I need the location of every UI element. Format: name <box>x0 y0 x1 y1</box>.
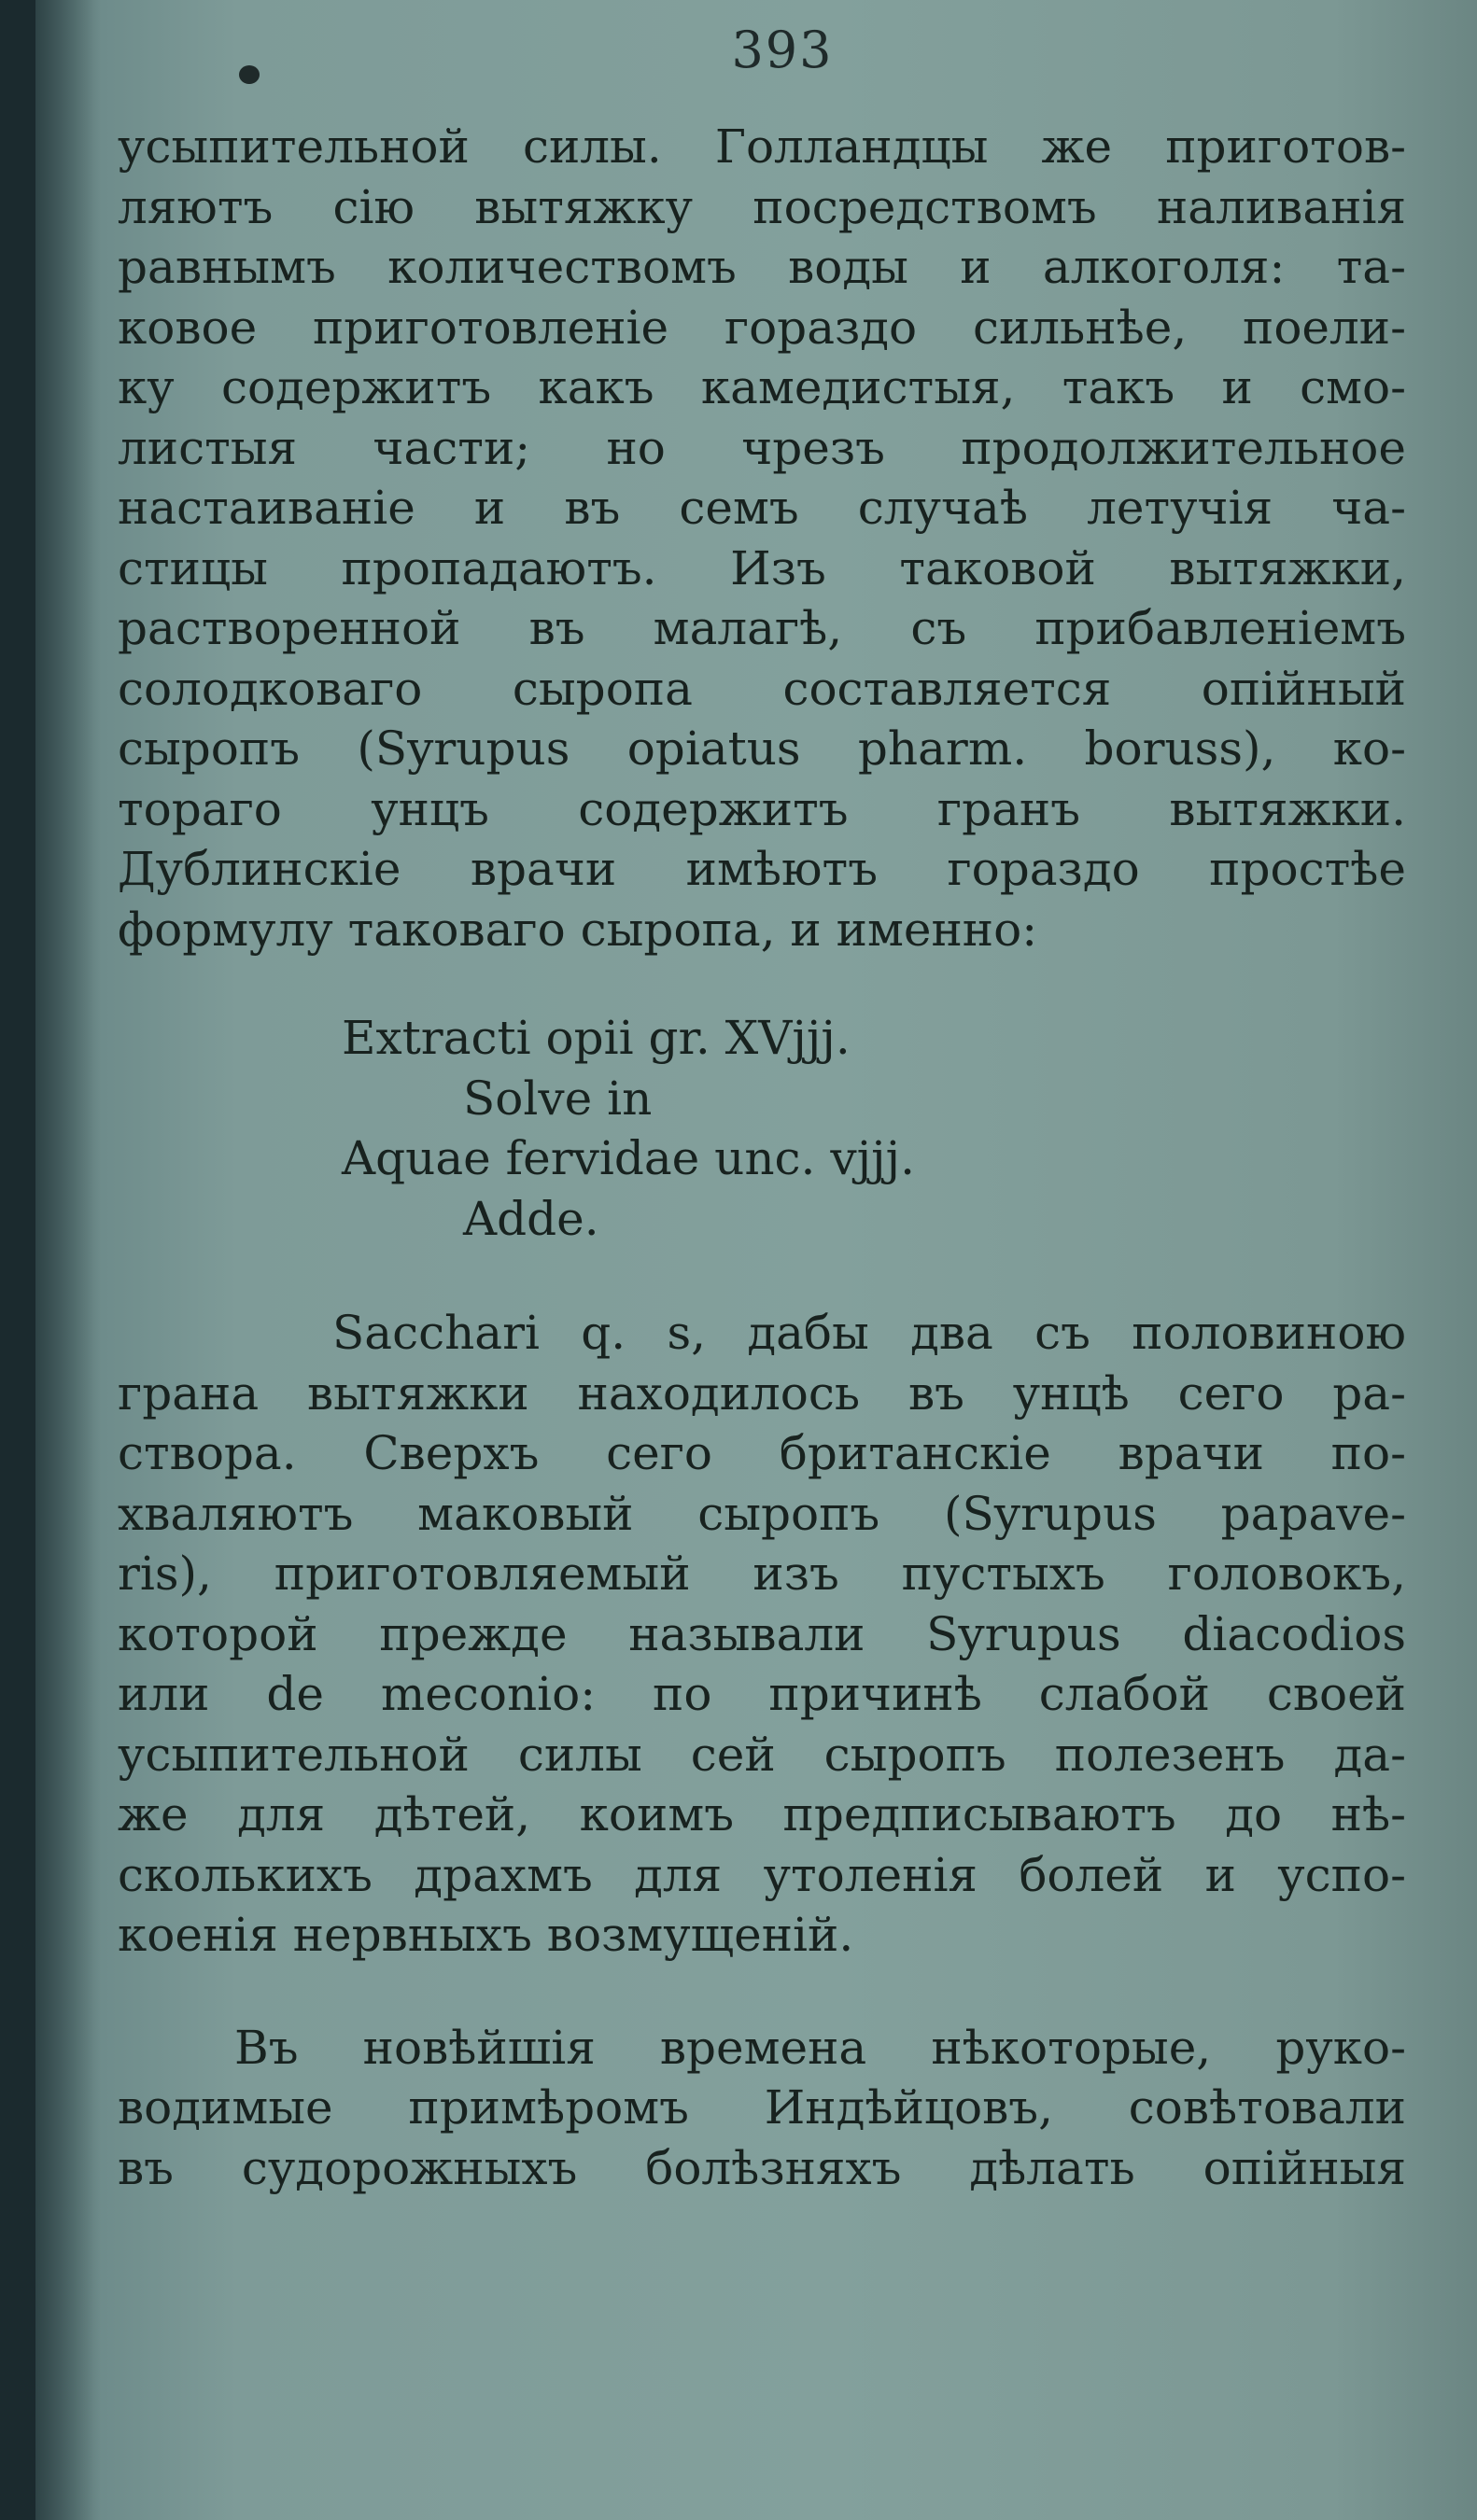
book-page <box>35 0 1477 2520</box>
paragraph-2 <box>118 1303 1406 1966</box>
text-line: которой прежде называли Syrupus diacodios <box>118 1606 1406 1661</box>
text-line: Sacchari q. s, дабы два съ половиною <box>332 1306 1406 1360</box>
text-line: тораго унцъ содержитъ гранъ вытяжки. <box>118 781 1406 836</box>
text-line: усыпительной силы. Голландцы же приготов- <box>118 119 1406 174</box>
ink-spot <box>239 65 260 84</box>
text-line: водимые примѣромъ Индѣйцовъ, совѣтовали <box>118 2080 1406 2135</box>
recipe-line: Extracti opii gr. XVjjj. <box>342 1011 851 1065</box>
text-line: ляютъ сію вытяжку посредствомъ наливанія <box>118 179 1406 234</box>
page-number: 393 <box>731 21 834 79</box>
text-line: створа. Сверхъ сего британскіе врачи по- <box>118 1426 1406 1480</box>
text-line: сколькихъ драхмъ для утоленія болей и успо- <box>118 1847 1406 1902</box>
text-line: сыропъ (Syrupus opiatus pharm. boruss), ко- <box>118 721 1406 776</box>
text-line: же для дѣтей, коимъ предписываютъ до нѣ- <box>118 1787 1406 1841</box>
text-line: хваляютъ маковый сыропъ (Syrupus papave- <box>118 1486 1406 1541</box>
text-line: ris), приготовляемый изъ пустыхъ головокъ, <box>118 1547 1406 1601</box>
recipe-formula <box>118 1008 1406 1249</box>
recipe-line: Adde. <box>463 1191 599 1246</box>
text-line: ку содержитъ какъ камедистыя, такъ и смо- <box>118 360 1406 414</box>
text-line: листыя части; но чрезъ продолжительное <box>118 420 1406 475</box>
text-line: растворенной въ малагѣ, съ прибавленіемъ <box>118 601 1406 655</box>
page-text <box>118 117 1406 2198</box>
text-line: Дублинскіе врачи имѣютъ гораздо простѣе <box>118 842 1406 896</box>
text-line: или de meconio: по причинѣ слабой своей <box>118 1667 1406 1721</box>
recipe-line: Aquae fervidae unc. vjjj. <box>342 1131 915 1185</box>
text-line: стицы пропадаютъ. Изъ таковой вытяжки, <box>118 540 1406 595</box>
text-line: Въ новѣйшія времена нѣкоторые, руко- <box>234 2020 1406 2075</box>
paragraph-1 <box>118 117 1406 959</box>
text-line: ковое приготовленіе гораздо сильнѣе, поели- <box>118 300 1406 355</box>
text-line: настаиваніе и въ семъ случаѣ летучія ча- <box>118 481 1406 535</box>
text-line: равнымъ количествомъ воды и алкоголя: та- <box>118 240 1406 294</box>
text-line: коенія нервныхъ возмущеній. <box>118 1908 854 1962</box>
text-line: солодковаго сыропа составляется опійный <box>118 661 1406 716</box>
text-line: въ судорожныхъ болѣзняхъ дѣлать опійныя <box>118 2140 1406 2195</box>
text-line: усыпительной силы сей сыропъ полезенъ да- <box>118 1727 1406 1782</box>
page-gutter-shadow <box>35 0 101 2520</box>
text-line: формулу таковаго сыропа, и именно: <box>118 902 1038 957</box>
text-line: грана вытяжки находилось въ унцѣ сего ра- <box>118 1365 1406 1421</box>
paragraph-3 <box>118 2018 1406 2199</box>
recipe-line: Solve in <box>463 1071 653 1126</box>
